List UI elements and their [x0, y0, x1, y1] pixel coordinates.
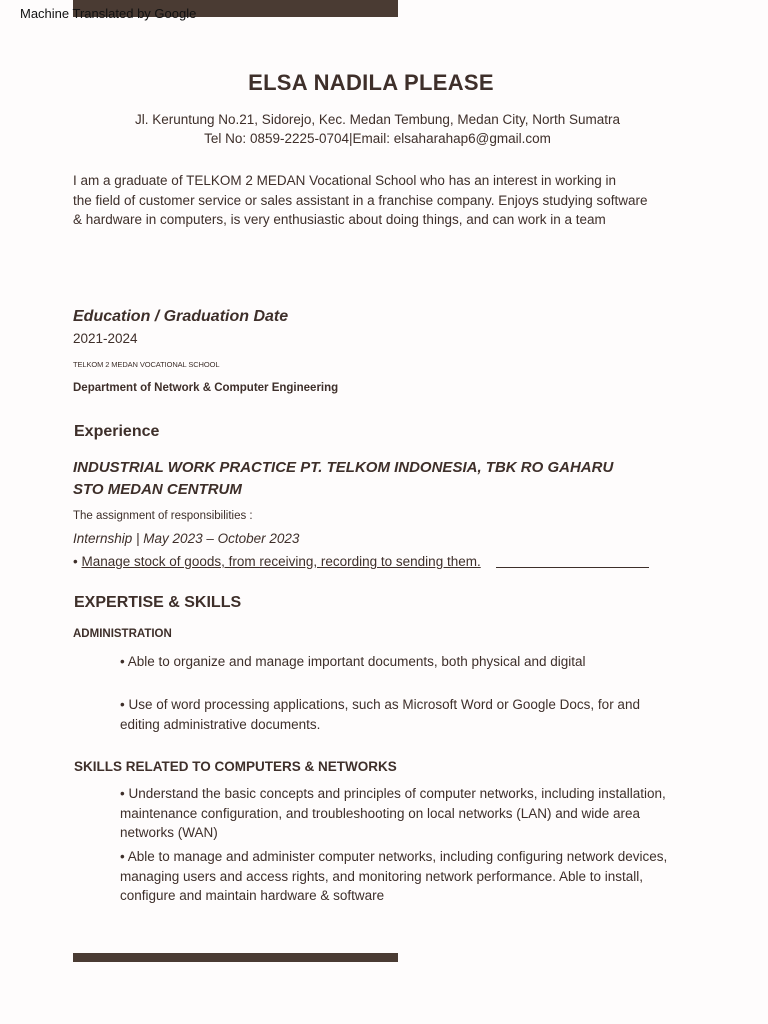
administration-heading: ADMINISTRATION	[73, 628, 172, 640]
experience-title-line: INDUSTRIAL WORK PRACTICE PT. TELKOM INDONESIA, TBK RO GAHARU	[73, 459, 614, 476]
underline-rule	[496, 567, 649, 568]
experience-heading: Experience	[74, 423, 160, 440]
administration-bullet: • Use of word processing applications, such as Microsoft Word or Google Docs, for and editing administrative documents.	[120, 697, 640, 732]
applicant-name: ELSA NADILA PLEASE	[248, 70, 494, 95]
machine-translated-label: Machine Translated by Google	[20, 6, 197, 21]
internship-period: Internship | May 2023 – October 2023	[73, 531, 300, 546]
experience-bullet-text: Manage stock of goods, from receiving, recording to sending them.	[81, 554, 481, 569]
address-line: Jl. Keruntung No.21, Sidorejo, Kec. Medan Tembung, Medan City, North Sumatra	[134, 112, 620, 127]
networks-bullet: • Able to manage and administer computer networks, including configuring network devices, managing users and access rights, and monitoring network performance. Able to install, configure and maintain hardware & software	[120, 849, 668, 903]
summary-line: the field of customer service or sales assistant in a franchise company. Enjoys studying software	[73, 192, 648, 208]
skills-heading: EXPERTISE & SKILLS	[74, 594, 242, 611]
department-name: Department of Network & Computer Engineering	[73, 382, 339, 394]
experience-title-line: STO MEDAN CENTRUM	[73, 481, 242, 498]
school-name: TELKOM 2 MEDAN VOCATIONAL SCHOOL	[73, 360, 220, 369]
assignment-label: The assignment of responsibilities :	[73, 510, 253, 522]
administration-bullet: • Able to organize and manage important documents, both physical and digital	[120, 654, 586, 669]
contact-line: Tel No: 0859-2225-0704|Email: elsaharahap6@gmail.com	[204, 131, 551, 146]
bottom-decorative-bar	[73, 953, 398, 962]
profile-summary	[73, 171, 683, 230]
experience-bullet	[73, 554, 481, 569]
networks-heading: SKILLS RELATED TO COMPUTERS & NETWORKS	[74, 759, 397, 774]
education-heading: Education / Graduation Date	[73, 308, 289, 325]
networks-bullet: • Understand the basic concepts and principles of computer networks, including installation, maintenance configuration, and troubleshooting on local networks (LAN) and wide area networks (WAN)	[120, 786, 666, 840]
experience-title	[73, 457, 613, 501]
bullet-mark: •	[73, 554, 78, 569]
summary-line: & hardware in computers, is very enthusiastic about doing things, and can work in a team	[73, 212, 606, 227]
education-years: 2021-2024	[73, 331, 138, 346]
summary-line: I am a graduate of TELKOM 2 MEDAN Vocational School who has an interest in working in	[73, 173, 617, 188]
